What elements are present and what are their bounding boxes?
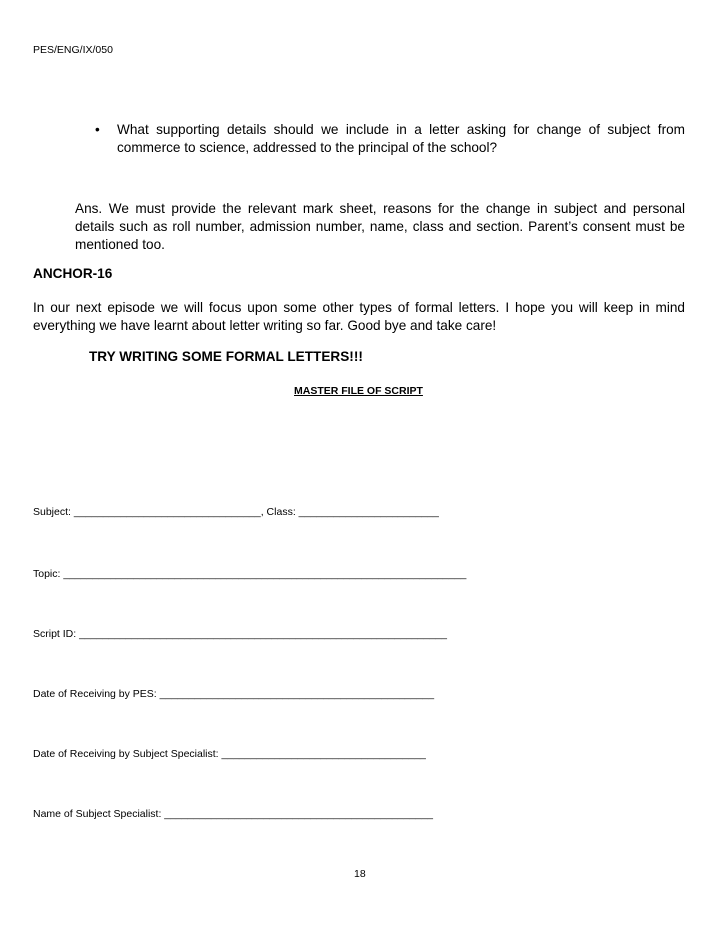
page-number: 18	[354, 868, 366, 880]
question-item	[95, 121, 685, 157]
document-code: PES/ENG/IX/050	[33, 44, 113, 56]
subject-class-field: Subject: ________________________________, Class: ________________________	[33, 506, 439, 518]
anchor-text: In our next episode we will focus upon some other types of formal letters. I hope you will keep in mind everything we have learnt about letter writing so far. Good bye and take care!	[33, 300, 685, 333]
anchor-heading: ANCHOR-16	[33, 266, 113, 281]
script-id-field: Script ID: _______________________________________________________________	[33, 628, 447, 640]
callout-text: TRY WRITING SOME FORMAL LETTERS!!!	[89, 349, 363, 364]
specialist-name-field: Name of Subject Specialist: ______________________________________________	[33, 808, 433, 820]
answer-text: Ans. We must provide the relevant mark sheet, reasons for the change in subject and personal details such as roll number, admission number, name, class and section. Parent’s consent must be mentioned too.	[75, 201, 685, 252]
topic-field: Topic: _____________________________________________________________________	[33, 568, 467, 580]
master-file-title: MASTER FILE OF SCRIPT	[294, 385, 423, 397]
specialist-receiving-date-field: Date of Receiving by Subject Specialist: ___________________________________	[33, 748, 426, 760]
bullet-icon: •	[95, 122, 100, 137]
question-text: What supporting details should we include in a letter asking for change of subject from commerce to science, addressed to the principal of the school?	[117, 122, 685, 155]
pes-receiving-date-field: Date of Receiving by PES: _______________________________________________	[33, 688, 435, 700]
